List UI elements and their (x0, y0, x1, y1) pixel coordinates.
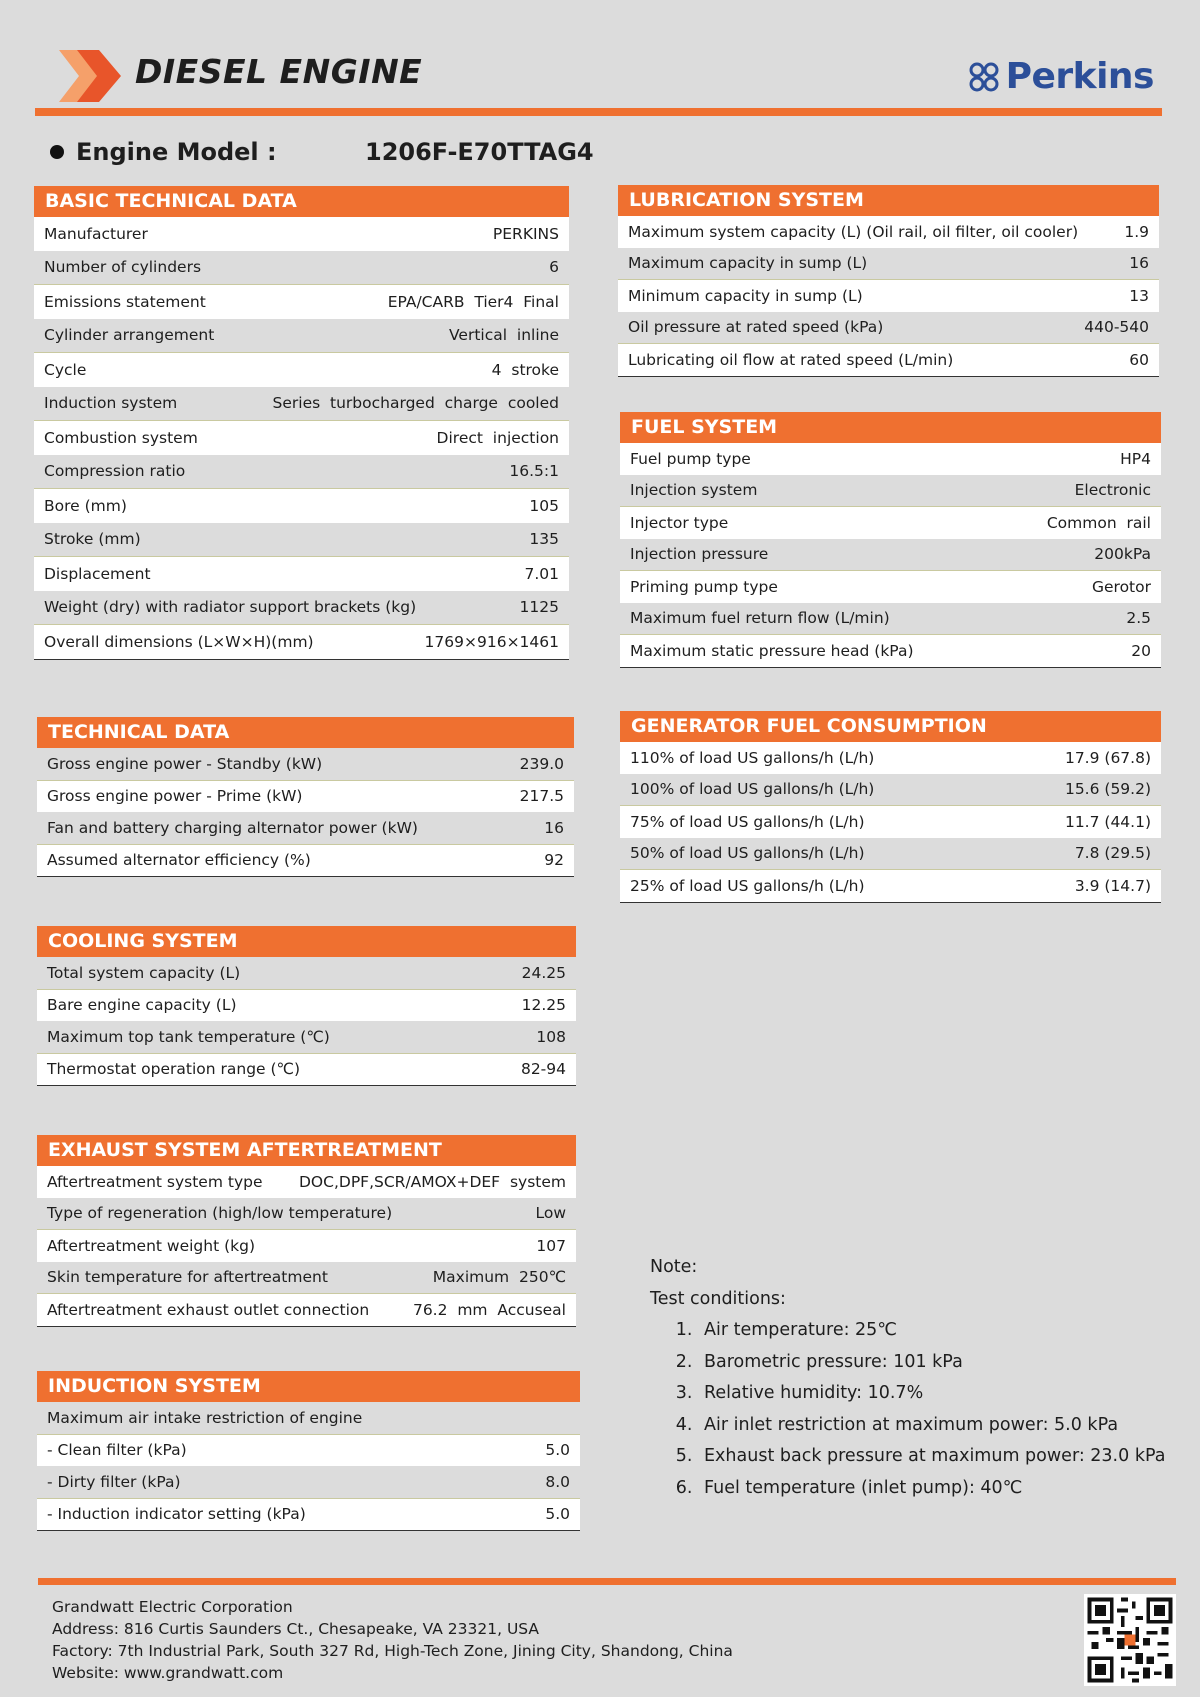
note-item: 5. Exhaust back pressure at maximum power: 23.0 kPa (698, 1441, 1165, 1473)
row-value: 5.0 (545, 1505, 570, 1524)
row-label-compression-ratio: Compression ratio (44, 462, 186, 481)
table-row (34, 319, 569, 353)
row-label-total-system-capacity-l: Total system capacity (L) (47, 963, 241, 982)
cooling-system-section (37, 926, 576, 1086)
row-value: 8.0 (545, 1472, 570, 1491)
row-label-injector-type: Injector type (630, 513, 729, 532)
row-value: 2.5 (1126, 609, 1151, 628)
brand-name: Perkins (1005, 56, 1154, 97)
row-label-25-of-load-us-gallons-h-l-h: 25% of load US gallons/h (L/h) (630, 876, 865, 895)
fuel-system-section (620, 412, 1161, 668)
table-row (618, 216, 1159, 248)
generator-fuel-consumption-section (620, 711, 1161, 903)
row-label-maximum-capacity-in-sump-l: Maximum capacity in sump (L) (628, 254, 868, 273)
engine-model-value: 1206F-E70TTAG4 (365, 138, 594, 166)
company-name: Grandwatt Electric Corporation (52, 1598, 293, 1616)
row-label-maximum-system-capacity-l-oil-rail-oil-f: Maximum system capacity (L) (Oil rail, oil filter, oil cooler) (628, 222, 1079, 241)
row-value: PERKINS (492, 224, 559, 243)
table-row (37, 1498, 580, 1531)
row-value: Low (535, 1204, 566, 1223)
induction-section-title: INDUCTION SYSTEM (37, 1371, 580, 1402)
table-row (618, 279, 1159, 312)
table-row (620, 506, 1161, 539)
table-row (37, 957, 576, 989)
table-row (620, 742, 1161, 774)
header-divider (35, 108, 1162, 116)
row-value: 6 (549, 258, 559, 277)
row-label-50-of-load-us-gallons-h-l-h: 50% of load US gallons/h (L/h) (630, 844, 865, 863)
induction-system-section (37, 1371, 580, 1531)
table-row (37, 812, 574, 844)
row-value: 107 (536, 1236, 566, 1255)
table-row (620, 838, 1161, 870)
table-row (37, 1402, 580, 1434)
row-value: 82-94 (520, 1060, 566, 1079)
row-value: 92 (544, 851, 564, 870)
note-item: 2. Barometric pressure: 101 kPa (698, 1347, 1165, 1379)
table-row (37, 1053, 576, 1086)
table-row (618, 343, 1159, 376)
row-label-maximum-fuel-return-flow-l-min: Maximum fuel return flow (L/min) (630, 609, 890, 628)
row-label-priming-pump-type: Priming pump type (630, 577, 778, 596)
table-row (620, 603, 1161, 635)
table-row (37, 780, 574, 813)
row-value: 16 (1129, 254, 1149, 273)
row-value: 76.2 mm Accuseal (412, 1300, 566, 1319)
table-row (620, 774, 1161, 806)
qr-code-icon (1084, 1594, 1176, 1686)
engine-model-label: Engine Model : (76, 138, 277, 166)
row-value: 24.25 (521, 963, 566, 982)
row-value: 135 (529, 530, 559, 549)
technical-data-section (37, 717, 574, 877)
row-value: 1.9 (1124, 222, 1149, 241)
row-value: 20 (1131, 641, 1151, 660)
row-label-maximum-air-intake-restriction-of-engine: Maximum air intake restriction of engine (47, 1408, 363, 1427)
row-label-injection-pressure: Injection pressure (630, 545, 769, 564)
row-label-displacement: Displacement (44, 564, 151, 583)
table-row (34, 556, 569, 591)
row-value: 15.6 (59.2) (1064, 780, 1151, 799)
row-value: 239.0 (519, 754, 564, 773)
row-value: 7.8 (29.5) (1074, 844, 1151, 863)
row-value: 60 (1129, 350, 1149, 369)
row-value: 1125 (519, 598, 559, 617)
table-row (618, 248, 1159, 280)
table-row (37, 1166, 576, 1198)
row-label-dirty-filter-kpa: - Dirty filter (kPa) (47, 1472, 181, 1491)
row-value: Maximum 250℃ (432, 1268, 566, 1287)
row-label-injection-system: Injection system (630, 481, 758, 500)
row-label-cycle: Cycle (44, 360, 87, 379)
lubrication-section-title: LUBRICATION SYSTEM (618, 185, 1159, 216)
row-value: HP4 (1120, 449, 1151, 468)
row-label-assumed-alternator-efficiency: Assumed alternator efficiency (%) (47, 851, 311, 870)
table-row (620, 443, 1161, 475)
row-label-maximum-static-pressure-head-kpa: Maximum static pressure head (kPa) (630, 641, 914, 660)
table-row (34, 284, 569, 319)
note-list (650, 1315, 1165, 1504)
company-website: Website: www.grandwatt.com (52, 1664, 284, 1682)
row-label-minimum-capacity-in-sump-l: Minimum capacity in sump (L) (628, 286, 863, 305)
row-value: 13 (1129, 286, 1149, 305)
table-row (37, 1466, 580, 1498)
row-value: 1769×916×1461 (424, 632, 559, 651)
row-label-skin-temperature-for-aftertreatment: Skin temperature for aftertreatment (47, 1268, 328, 1287)
row-label-type-of-regeneration-high-low-temperatur: Type of regeneration (high/low temperature) (47, 1204, 393, 1223)
row-value: Direct injection (436, 428, 559, 447)
row-label-110-of-load-us-gallons-h-l-h: 110% of load US gallons/h (L/h) (630, 748, 875, 767)
consumption-rows (620, 742, 1161, 903)
table-row (34, 455, 569, 489)
table-row (34, 387, 569, 421)
test-conditions-note (650, 1252, 1165, 1504)
consumption-section-title: GENERATOR FUEL CONSUMPTION (620, 711, 1161, 742)
table-row (37, 844, 574, 877)
row-value: Common rail (1046, 513, 1151, 532)
row-value: 440-540 (1084, 318, 1149, 337)
cooling-section-title: COOLING SYSTEM (37, 926, 576, 957)
double-chevron-icon (55, 48, 125, 104)
perkins-logo-icon (968, 61, 1000, 93)
table-row (620, 805, 1161, 838)
table-row (34, 488, 569, 523)
row-value: 3.9 (14.7) (1074, 876, 1151, 895)
row-label-maximum-top-tank-temperature: Maximum top tank temperature (℃) (47, 1027, 330, 1046)
row-label-combustion-system: Combustion system (44, 428, 198, 447)
table-row (37, 1262, 576, 1294)
lubrication-system-section (618, 185, 1159, 377)
row-label-overall-dimensions-l-w-h-mm: Overall dimensions (L×W×H)(mm) (44, 632, 314, 651)
lubrication-rows (618, 216, 1159, 377)
table-row (34, 217, 569, 251)
note-item: 3. Relative humidity: 10.7% (698, 1378, 1165, 1410)
basic-section-title: BASIC TECHNICAL DATA (34, 186, 569, 217)
row-value: 217.5 (519, 787, 564, 806)
note-title: Note: (650, 1257, 698, 1277)
table-row (34, 591, 569, 625)
basic-technical-data-section (34, 186, 569, 660)
row-value: 108 (536, 1027, 566, 1046)
row-value: 7.01 (524, 564, 559, 583)
row-label-gross-engine-power-standby-kw: Gross engine power - Standby (kW) (47, 754, 323, 773)
table-row (34, 624, 569, 659)
table-row (37, 1434, 580, 1467)
row-label-weight-dry-with-radiator-support-bracket: Weight (dry) with radiator support brackets (kg) (44, 598, 417, 617)
row-value: EPA/CARB Tier4 Final (387, 292, 559, 311)
table-row (620, 539, 1161, 571)
cooling-rows (37, 957, 576, 1086)
row-label-bore-mm: Bore (mm) (44, 496, 127, 515)
table-row (37, 1021, 576, 1053)
row-value: Series turbocharged charge cooled (272, 394, 559, 413)
basic-rows (34, 217, 569, 660)
row-value: Vertical inline (449, 326, 559, 345)
table-row (37, 989, 576, 1022)
fuel-rows (620, 443, 1161, 668)
table-row (37, 1293, 576, 1326)
row-label-clean-filter-kpa: - Clean filter (kPa) (47, 1441, 187, 1460)
row-label-number-of-cylinders: Number of cylinders (44, 258, 202, 277)
table-row (620, 869, 1161, 902)
table-row (34, 420, 569, 455)
row-value: 5.0 (545, 1441, 570, 1460)
row-label-aftertreatment-exhaust-outlet-connection: Aftertreatment exhaust outlet connection (47, 1300, 370, 1319)
row-label-fuel-pump-type: Fuel pump type (630, 449, 751, 468)
row-label-aftertreatment-system-type: Aftertreatment system type (47, 1172, 263, 1191)
table-row (620, 634, 1161, 667)
company-address: Address: 816 Curtis Saunders Ct., Chesapeake, VA 23321, USA (52, 1620, 540, 1638)
row-value: 105 (529, 496, 559, 515)
page-header (35, 40, 1162, 116)
note-item: 4. Air inlet restriction at maximum power: 5.0 kPa (698, 1410, 1165, 1442)
page-title: DIESEL ENGINE (135, 52, 423, 91)
row-value: 16 (544, 818, 564, 837)
footer-divider (38, 1578, 1176, 1585)
row-label-thermostat-operation-range: Thermostat operation range (℃) (47, 1060, 301, 1079)
note-item: 1. Air temperature: 25℃ (698, 1315, 1165, 1347)
brand-logo (968, 56, 1154, 97)
row-label-induction-system: Induction system (44, 394, 178, 413)
bullet-icon (50, 145, 64, 159)
row-label-manufacturer: Manufacturer (44, 224, 148, 243)
company-footer (52, 1596, 733, 1684)
table-row (34, 523, 569, 557)
company-factory: Factory: 7th Industrial Park, South 327 Rd, High-Tech Zone, Jining City, Shandong, China (52, 1642, 733, 1660)
row-label-lubricating-oil-flow-at-rated-speed-l-mi: Lubricating oil flow at rated speed (L/min) (628, 350, 954, 369)
row-value: 12.25 (521, 996, 566, 1015)
exhaust-section-title: EXHAUST SYSTEM AFTERTREATMENT (37, 1135, 576, 1166)
technical-rows (37, 748, 574, 877)
row-value: Gerotor (1092, 577, 1151, 596)
row-label-bare-engine-capacity-l: Bare engine capacity (L) (47, 996, 237, 1015)
table-row (37, 748, 574, 780)
technical-section-title: TECHNICAL DATA (37, 717, 574, 748)
row-value: 17.9 (67.8) (1064, 748, 1151, 767)
exhaust-system-section (37, 1135, 576, 1327)
row-value: Electronic (1074, 481, 1151, 500)
row-label-stroke-mm: Stroke (mm) (44, 530, 141, 549)
note-item: 6. Fuel temperature (inlet pump): 40℃ (698, 1473, 1165, 1505)
exhaust-rows (37, 1166, 576, 1327)
table-row (37, 1198, 576, 1230)
table-row (34, 251, 569, 285)
induction-rows (37, 1402, 580, 1531)
row-value: 4 stroke (491, 360, 559, 379)
row-value: 11.7 (44.1) (1064, 812, 1151, 831)
row-value: DOC,DPF,SCR/AMOX+DEF system (299, 1172, 566, 1191)
row-value: 200kPa (1094, 545, 1151, 564)
row-label-cylinder-arrangement: Cylinder arrangement (44, 326, 215, 345)
row-label-oil-pressure-at-rated-speed-kpa: Oil pressure at rated speed (kPa) (628, 318, 884, 337)
row-label-emissions-statement: Emissions statement (44, 292, 206, 311)
note-subtitle: Test conditions: (650, 1288, 786, 1309)
row-label-fan-and-battery-charging-alternator-powe: Fan and battery charging alternator power (kW) (47, 818, 418, 837)
row-label-induction-indicator-setting-kpa: - Induction indicator setting (kPa) (47, 1505, 306, 1524)
row-label-gross-engine-power-prime-kw: Gross engine power - Prime (kW) (47, 787, 303, 806)
table-row (620, 570, 1161, 603)
engine-model (50, 138, 594, 166)
row-label-100-of-load-us-gallons-h-l-h: 100% of load US gallons/h (L/h) (630, 780, 875, 799)
row-label-aftertreatment-weight-kg: Aftertreatment weight (kg) (47, 1236, 256, 1255)
table-row (620, 475, 1161, 507)
row-label-75-of-load-us-gallons-h-l-h: 75% of load US gallons/h (L/h) (630, 812, 865, 831)
row-value: 16.5:1 (509, 462, 559, 481)
table-row (37, 1229, 576, 1262)
table-row (34, 352, 569, 387)
table-row (618, 312, 1159, 344)
fuel-section-title: FUEL SYSTEM (620, 412, 1161, 443)
